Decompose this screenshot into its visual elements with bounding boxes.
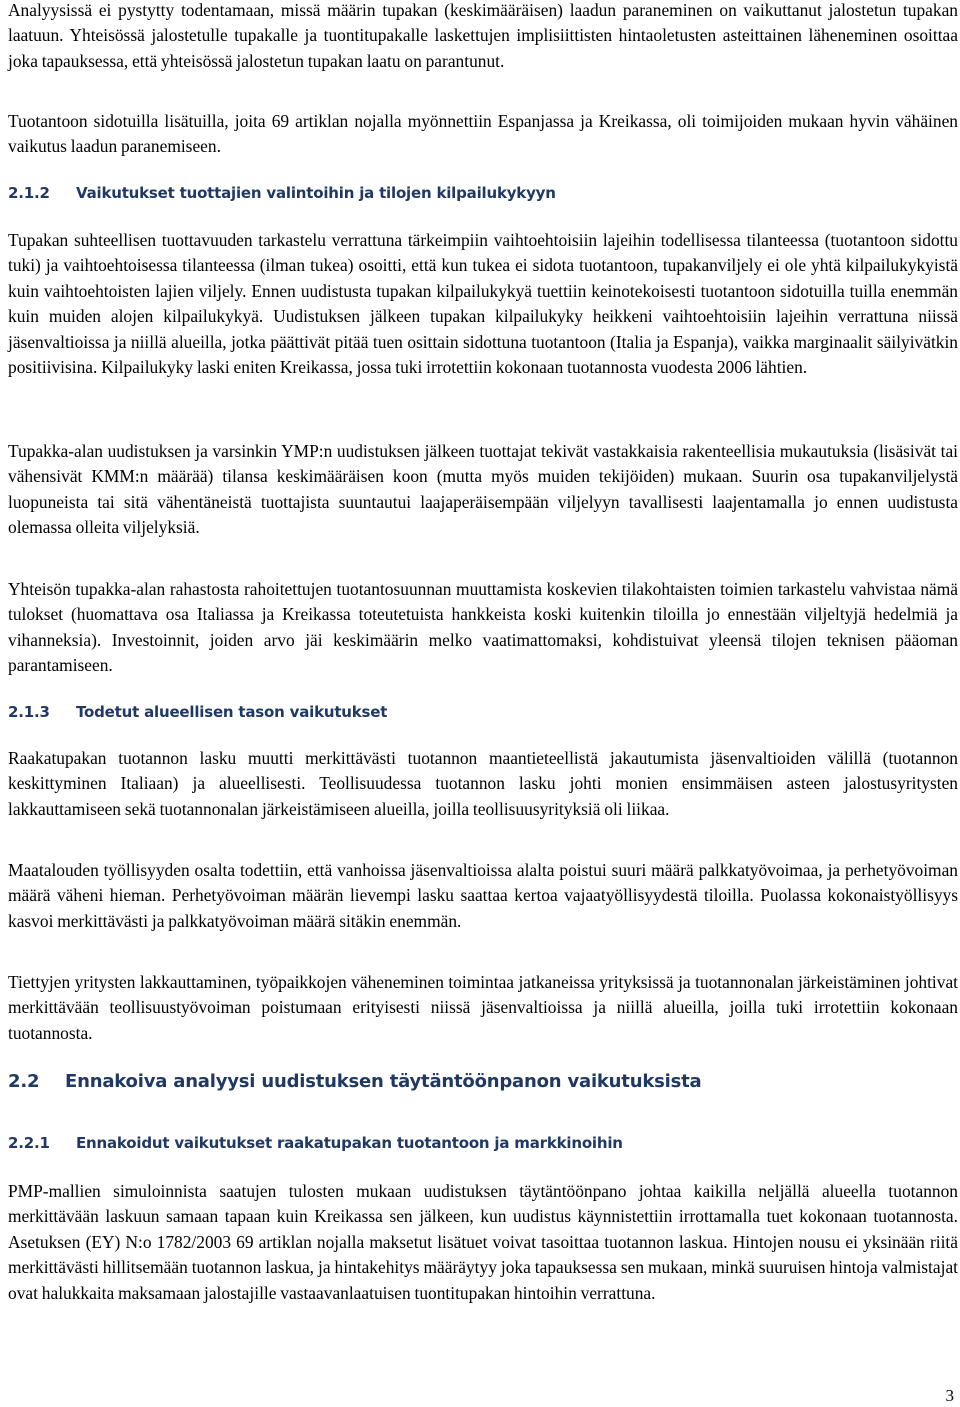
section-heading: [8, 1070, 958, 1094]
heading-title: Ennakoidut vaikutukset raakatupakan tuotantoon ja markkinoihin: [76, 1134, 623, 1152]
paragraph-text: Tuotantoon sidotuilla lisätuilla, joita 69 artiklan nojalla myönnettiin Espanjassa ja Kreikassa, oli toimijoiden mukaan hyvin vähäinen vaikutus laadun paranemiseen.: [8, 111, 958, 157]
paragraph-text: PMP-mallien simuloinnista saatujen tulosten mukaan uudistuksen täytäntöönpano johtaa kaikilla neljällä alueella tuotannon merkittävään laskuun samaan tapaan kuin Kreikassa sen jälkeen, kun uudistus käynnistettiin irrottamalla tuet kokonaan tuotannosta. Asetuksen (EY) N:o 1782/2003 69 artiklan nojalla maksetut lisätuet voivat tasoittaa tuotannon laskua. Hintojen nousu ei yksinään riitä merkittävästi hillitsemään tuotannon laskua, ja hintakehitys määräytyy joka tapauksessa sen mukaan, minkä suuruisen hintoja valmistajat ovat halukkaita maksamaan jalostajille vastaavanlaatuisen tuontitupakan hintoihin verrattuna.: [8, 1181, 958, 1303]
paragraph-employment: [8, 858, 958, 934]
paragraph-coupled-aid: [8, 109, 958, 160]
paragraph-text: Yhteisön tupakka-alan rahastosta rahoitettujen tuotantosuunnan muuttamista koskevien tilakohtaisten toimien tarkastelu vahvistaa nämä tulokset (huomattava osa Italiassa ja Kreikassa toteutetuista hankkeista koski kuitenkin tiloilla jo ennestään viljeltyjä hedelmiä ja vihanneksia). Investoinnit, joiden arvo jäi keskimäärin melko vaatimattomaksi, kohdistuivat yleensä tilojen teknisen pääoman parantamiseen.: [8, 579, 958, 676]
heading-2-2-1: [8, 1133, 958, 1153]
heading-number: 2.1.3: [8, 703, 50, 721]
paragraph-pmp-simulation: [8, 1179, 958, 1306]
paragraph-productivity: [8, 228, 958, 380]
section-heading: [8, 183, 958, 203]
heading-number: 2.2: [8, 1071, 40, 1092]
heading-number: 2.2.1: [8, 1134, 50, 1152]
paragraph-text: Tupakan suhteellisen tuottavuuden tarkastelu verrattuna tärkeimpiin vaihtoehtoisiin lajeihin todellisessa tilanteessa (tuotantoon sidottu tuki) ja vaihtoehtoisessa tilanteessa (ilman tukea) osoitti, että kun tukea ei sidota tuotantoon, tupakanviljely ei ole yhtä kilpailukykyistä kuin vaihtoehtoisten lajien viljely. Ennen uudistusta tupakan kilpailukykyä tuettiin keinotekoisesti tuotantoon sidotuilla tuilla enemmän kuin muiden alojen kilpailukykyä. Uudistuksen jälkeen tupakan kilpailukyky heikkeni vaihtoehtoisiin lajeihin verrattuna niissä jäsenvaltioissa ja niillä alueilla, jotka päättivät pitää tuen osittain sidottuna tuotantoon (Italia ja Espanja), vaikka marginaalit säilyivätkin positiivisina. Kilpailukyky laski eniten Kreikassa, jossa tuki irrotettiin kokonaan tuotannosta vuodesta 2006 lähtien.: [8, 230, 958, 378]
paragraph-quality-analysis: [8, 0, 958, 74]
heading-2-1-2: [8, 183, 958, 203]
section-heading: [8, 1133, 958, 1153]
section-heading: [8, 702, 958, 722]
paragraph-closures: [8, 970, 958, 1046]
paragraph-text: Analyysissä ei pystytty todentamaan, missä määrin tupakan (keskimääräisen) laadun paraneminen on vaikuttanut jalostetun tupakan laatuun. Yhteisössä jalostetulle tupakalle ja tuontitupakalle laskettujen implisiittisten hintaoletusten asteittainen läheneminen osoittaa joka tapauksessa, että yhteisössä jalostetun tupakan laatu on parantunut.: [8, 0, 958, 71]
paragraph-text: Tupakka-alan uudistuksen ja varsinkin YMP:n uudistuksen jälkeen tuottajat tekivät vastakkaisia rakenteellisia mukautuksia (lisäsivät tai vähensivät KMM:n määrää) tilansa keskimääräisen koon (mutta myös muiden tekijöiden) mukaan. Suurin osa tupakanviljelystä luopuneista tai sitä vähentäneistä tuottajista suuntautui laajaperäisempään viljelyyn tavallisesti laajentamalla jo ennen uudistusta olemassa olleita viljelyksiä.: [8, 441, 958, 538]
page-number: 3: [945, 1386, 954, 1405]
paragraph-tobacco-fund: [8, 577, 958, 679]
heading-title: Ennakoiva analyysi uudistuksen täytäntöönpanon vaikutuksista: [65, 1071, 702, 1092]
heading-title: Todetut alueellisen tason vaikutukset: [76, 703, 388, 721]
paragraph-text: Tiettyjen yritysten lakkauttaminen, työpaikkojen väheneminen toimintaa jatkaneissa yrityksissä ja tuotannonalan järkeistäminen johtivat merkittävään teollisuustyövoiman poistumaan erityisesti niissä jäsenvaltioissa ja niillä alueilla, joilla tuki irrotettiin kokonaan tuotannosta.: [8, 972, 958, 1043]
heading-2-1-3: [8, 702, 958, 722]
heading-title: Vaikutukset tuottajien valintoihin ja tilojen kilpailukykyyn: [76, 184, 556, 202]
heading-number: 2.1.2: [8, 184, 50, 202]
paragraph-text: Maatalouden työllisyyden osalta todettiin, että vanhoissa jäsenvaltioissa alalta poistui suuri määrä palkkatyövoimaa, ja perhetyövoiman määrä väheni hieman. Perhetyövoiman määrän lievempi lasku saattaa kertoa vajaatyöllisyydestä tiloilla. Puolassa kokonaistyöllisyys kasvoi merkittävästi ja palkkatyövoiman määrä sitäkin enemmän.: [8, 860, 958, 931]
heading-2-2: [8, 1070, 958, 1094]
paragraph-text: Raakatupakan tuotannon lasku muutti merkittävästi tuotannon maantieteellistä jakautumista jäsenvaltioiden välillä (tuotannon keskittyminen Italiaan) ja alueellisesti. Teollisuudessa tuotannon lasku johti monien ensimmäisen asteen jalostusyritysten lakkauttamiseen sekä tuotannonalan järkeistämiseen alueilla, joilla teollisuusyrityksiä oli liikaa.: [8, 748, 958, 819]
paragraph-geographic-distribution: [8, 746, 958, 822]
paragraph-structural-adjustments: [8, 439, 958, 541]
